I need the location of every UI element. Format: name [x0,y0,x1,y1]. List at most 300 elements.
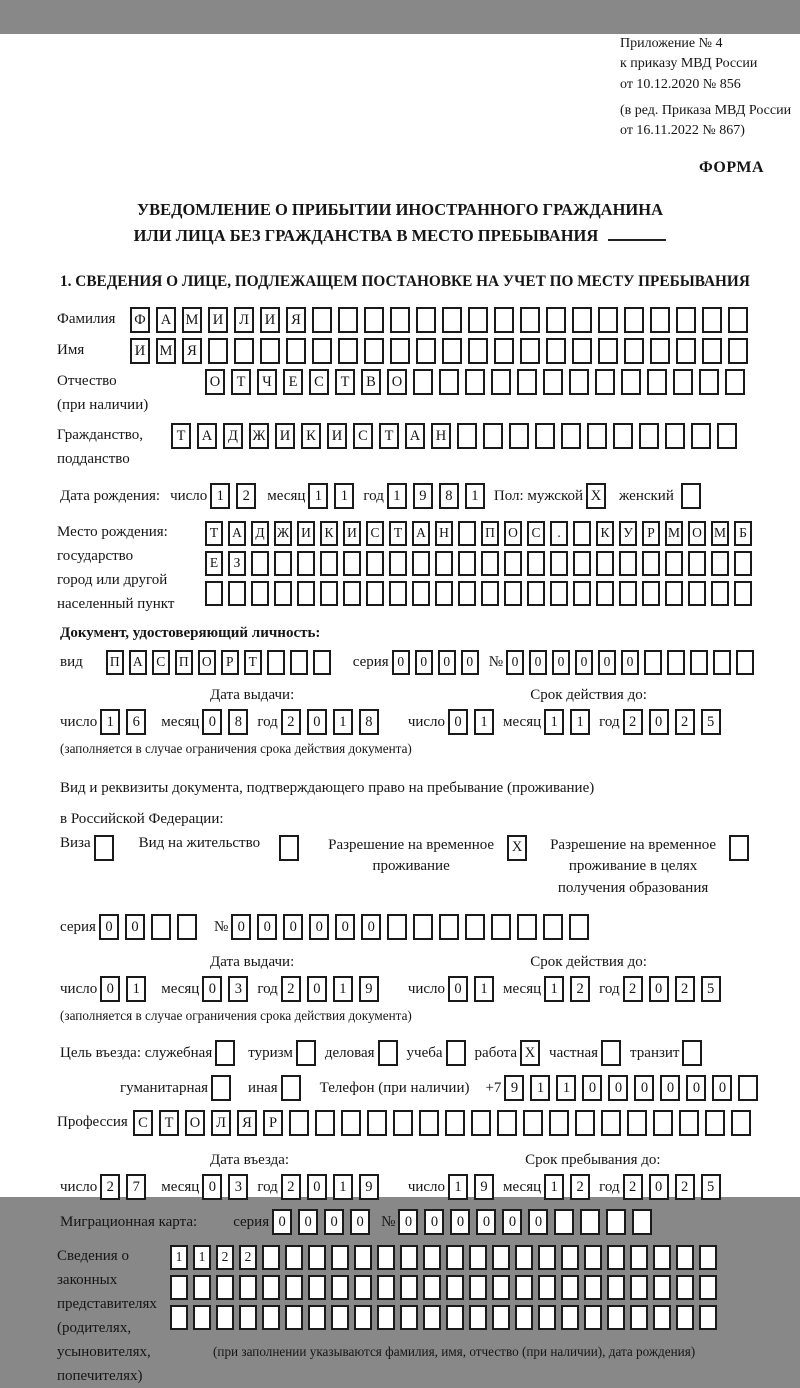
char-box[interactable]: 1 [193,1245,211,1270]
char-box[interactable] [435,581,453,606]
char-box[interactable]: Я [286,307,306,333]
char-box[interactable]: 0 [438,650,456,675]
char-box[interactable] [366,581,384,606]
char-box[interactable]: 0 [649,976,669,1002]
char-box[interactable] [550,581,568,606]
char-box[interactable] [439,914,459,940]
char-box[interactable] [619,581,637,606]
char-box[interactable] [665,551,683,576]
char-box[interactable] [543,914,563,940]
char-box[interactable]: 1 [570,709,590,735]
char-box[interactable]: 0 [529,650,547,675]
char-box[interactable] [575,1110,595,1136]
char-box[interactable]: 1 [126,976,146,1002]
char-box[interactable]: Т [171,423,191,449]
char-box[interactable]: П [481,521,499,546]
char-box[interactable] [546,338,566,364]
char-box[interactable]: 0 [257,914,277,940]
char-box[interactable] [423,1275,441,1300]
char-box[interactable] [308,1245,326,1270]
checkbox-temporary-residence-education[interactable] [729,835,749,861]
char-box[interactable]: Л [234,307,254,333]
char-box[interactable] [561,1305,579,1330]
char-box[interactable] [387,914,407,940]
char-box[interactable]: 0 [298,1209,318,1235]
char-box[interactable]: 2 [675,1174,695,1200]
char-box[interactable] [446,1245,464,1270]
char-box[interactable] [481,581,499,606]
char-box[interactable]: 0 [598,650,616,675]
char-box[interactable] [690,650,708,675]
char-box[interactable] [624,307,644,333]
char-box[interactable] [435,551,453,576]
char-box[interactable] [717,423,737,449]
char-box[interactable] [642,551,660,576]
char-box[interactable] [504,581,522,606]
char-box[interactable]: 1 [544,1174,564,1200]
char-box[interactable] [354,1275,372,1300]
char-box[interactable] [267,650,285,675]
char-box[interactable] [262,1275,280,1300]
char-box[interactable] [515,1245,533,1270]
char-box[interactable]: О [387,369,407,395]
char-box[interactable] [607,1305,625,1330]
char-box[interactable] [297,551,315,576]
char-box[interactable] [504,551,522,576]
char-box[interactable] [596,581,614,606]
checkbox-work[interactable]: X [520,1040,540,1066]
char-box[interactable]: Т [335,369,355,395]
char-box[interactable] [341,1110,361,1136]
char-box[interactable]: А [156,307,176,333]
char-box[interactable] [584,1275,602,1300]
char-box[interactable]: 0 [649,1174,669,1200]
char-box[interactable] [338,338,358,364]
char-box[interactable] [665,423,685,449]
char-box[interactable] [550,551,568,576]
char-box[interactable] [416,307,436,333]
char-box[interactable] [736,650,754,675]
checkbox-transit[interactable] [682,1040,702,1066]
char-box[interactable]: 0 [350,1209,370,1235]
char-box[interactable] [289,1110,309,1136]
char-box[interactable] [676,1275,694,1300]
char-box[interactable]: О [504,521,522,546]
char-box[interactable] [208,338,228,364]
char-box[interactable] [728,307,748,333]
char-box[interactable] [676,1245,694,1270]
char-box[interactable]: 1 [334,483,354,509]
char-box[interactable] [285,1245,303,1270]
char-box[interactable] [543,369,563,395]
char-box[interactable] [481,551,499,576]
char-box[interactable] [527,551,545,576]
char-box[interactable]: 0 [502,1209,522,1235]
char-box[interactable] [523,1110,543,1136]
char-box[interactable]: 0 [307,976,327,1002]
char-box[interactable]: О [185,1110,205,1136]
char-box[interactable]: К [596,521,614,546]
char-box[interactable] [483,423,503,449]
char-box[interactable]: 2 [281,976,301,1002]
char-box[interactable]: 0 [621,650,639,675]
char-box[interactable]: 9 [504,1075,524,1101]
char-box[interactable] [364,307,384,333]
char-box[interactable] [390,307,410,333]
char-box[interactable]: Е [205,551,223,576]
char-box[interactable] [442,307,462,333]
char-box[interactable] [702,338,722,364]
char-box[interactable] [312,338,332,364]
char-box[interactable]: А [197,423,217,449]
char-box[interactable] [653,1305,671,1330]
char-box[interactable] [650,338,670,364]
char-box[interactable] [423,1245,441,1270]
char-box[interactable] [468,307,488,333]
char-box[interactable] [673,369,693,395]
char-box[interactable] [702,307,722,333]
char-box[interactable] [676,1305,694,1330]
checkbox-business[interactable] [378,1040,398,1066]
char-box[interactable] [151,914,171,940]
char-box[interactable] [367,1110,387,1136]
char-box[interactable] [377,1305,395,1330]
char-box[interactable] [315,1110,335,1136]
char-box[interactable]: 0 [448,976,468,1002]
char-box[interactable]: 6 [126,709,146,735]
char-box[interactable] [644,650,662,675]
char-box[interactable] [515,1275,533,1300]
char-box[interactable]: 0 [202,976,222,1002]
char-box[interactable]: А [405,423,425,449]
char-box[interactable]: 0 [100,976,120,1002]
char-box[interactable]: М [665,521,683,546]
char-box[interactable] [400,1275,418,1300]
char-box[interactable] [331,1275,349,1300]
char-box[interactable]: 0 [608,1075,628,1101]
char-box[interactable] [492,1245,510,1270]
char-box[interactable]: Ч [257,369,277,395]
char-box[interactable]: 2 [675,976,695,1002]
char-box[interactable] [509,423,529,449]
char-box[interactable]: Д [223,423,243,449]
char-box[interactable] [538,1245,556,1270]
char-box[interactable] [251,551,269,576]
char-box[interactable] [458,551,476,576]
char-box[interactable] [377,1245,395,1270]
char-box[interactable] [492,1305,510,1330]
checkbox-tourism[interactable] [296,1040,316,1066]
char-box[interactable] [607,1245,625,1270]
char-box[interactable]: И [260,307,280,333]
char-box[interactable] [520,307,540,333]
char-box[interactable] [711,551,729,576]
char-box[interactable] [239,1275,257,1300]
char-box[interactable] [676,338,696,364]
char-box[interactable] [497,1110,517,1136]
char-box[interactable] [738,1075,758,1101]
char-box[interactable] [320,551,338,576]
char-box[interactable] [494,307,514,333]
char-box[interactable] [338,307,358,333]
char-box[interactable] [632,1209,652,1235]
char-box[interactable]: Б [734,521,752,546]
char-box[interactable]: Н [431,423,451,449]
char-box[interactable]: 1 [170,1245,188,1270]
char-box[interactable] [734,581,752,606]
char-box[interactable] [679,1110,699,1136]
char-box[interactable] [170,1305,188,1330]
char-box[interactable]: 0 [575,650,593,675]
char-box[interactable] [285,1305,303,1330]
char-box[interactable]: 0 [398,1209,418,1235]
char-box[interactable]: 0 [125,914,145,940]
char-box[interactable]: 1 [556,1075,576,1101]
char-box[interactable]: Р [642,521,660,546]
char-box[interactable]: 0 [528,1209,548,1235]
char-box[interactable] [725,369,745,395]
char-box[interactable] [354,1305,372,1330]
char-box[interactable]: 9 [359,1174,379,1200]
char-box[interactable] [734,551,752,576]
char-box[interactable]: С [133,1110,153,1136]
char-box[interactable] [688,551,706,576]
char-box[interactable] [491,369,511,395]
char-box[interactable]: Я [182,338,202,364]
char-box[interactable]: 1 [333,976,353,1002]
char-box[interactable] [584,1305,602,1330]
char-box[interactable] [331,1245,349,1270]
char-box[interactable]: Т [379,423,399,449]
char-box[interactable]: 2 [100,1174,120,1200]
char-box[interactable]: Е [283,369,303,395]
char-box[interactable] [688,581,706,606]
char-box[interactable] [667,650,685,675]
char-box[interactable] [492,1275,510,1300]
char-box[interactable]: 0 [307,709,327,735]
char-box[interactable]: 0 [231,914,251,940]
char-box[interactable] [624,338,644,364]
checkbox-residence-permit[interactable] [279,835,299,861]
char-box[interactable]: 0 [634,1075,654,1101]
char-box[interactable] [494,338,514,364]
char-box[interactable] [439,369,459,395]
char-box[interactable] [177,914,197,940]
char-box[interactable] [554,1209,574,1235]
char-box[interactable] [364,338,384,364]
char-box[interactable] [170,1275,188,1300]
char-box[interactable] [538,1305,556,1330]
char-box[interactable] [728,338,748,364]
char-box[interactable] [580,1209,600,1235]
checkbox-private[interactable] [601,1040,621,1066]
char-box[interactable] [653,1110,673,1136]
char-box[interactable]: Т [244,650,262,675]
char-box[interactable]: П [175,650,193,675]
char-box[interactable] [596,551,614,576]
char-box[interactable]: 0 [712,1075,732,1101]
char-box[interactable] [260,338,280,364]
char-box[interactable]: П [106,650,124,675]
char-box[interactable]: 1 [448,1174,468,1200]
char-box[interactable] [469,1305,487,1330]
char-box[interactable]: Т [205,521,223,546]
char-box[interactable]: Я [237,1110,257,1136]
char-box[interactable] [469,1275,487,1300]
char-box[interactable] [691,423,711,449]
char-box[interactable] [491,914,511,940]
char-box[interactable] [546,307,566,333]
char-box[interactable]: Ж [249,423,269,449]
char-box[interactable] [413,369,433,395]
char-box[interactable] [549,1110,569,1136]
char-box[interactable] [389,551,407,576]
char-box[interactable]: И [208,307,228,333]
char-box[interactable] [561,1245,579,1270]
char-box[interactable] [193,1275,211,1300]
checkbox-official[interactable] [215,1040,235,1066]
char-box[interactable]: З [228,551,246,576]
char-box[interactable] [458,581,476,606]
char-box[interactable]: Ф [130,307,150,333]
char-box[interactable]: 2 [623,976,643,1002]
char-box[interactable] [587,423,607,449]
char-box[interactable] [468,338,488,364]
char-box[interactable] [442,338,462,364]
char-box[interactable]: С [152,650,170,675]
char-box[interactable] [400,1305,418,1330]
char-box[interactable]: 8 [228,709,248,735]
char-box[interactable]: С [353,423,373,449]
char-box[interactable]: 5 [701,709,721,735]
char-box[interactable]: М [182,307,202,333]
char-box[interactable] [584,1245,602,1270]
char-box[interactable] [572,307,592,333]
char-box[interactable] [711,581,729,606]
char-box[interactable]: 1 [544,976,564,1002]
char-box[interactable] [216,1305,234,1330]
char-box[interactable]: С [527,521,545,546]
char-box[interactable]: 0 [309,914,329,940]
char-box[interactable] [630,1305,648,1330]
char-box[interactable]: 0 [415,650,433,675]
char-box[interactable]: 0 [506,650,524,675]
char-box[interactable] [400,1245,418,1270]
char-box[interactable]: А [412,521,430,546]
char-box[interactable]: 2 [239,1245,257,1270]
char-box[interactable]: Р [263,1110,283,1136]
char-box[interactable]: И [130,338,150,364]
char-box[interactable]: 0 [660,1075,680,1101]
char-box[interactable] [469,1245,487,1270]
char-box[interactable]: 0 [324,1209,344,1235]
char-box[interactable] [331,1305,349,1330]
char-box[interactable]: 8 [439,483,459,509]
char-box[interactable] [471,1110,491,1136]
char-box[interactable] [286,338,306,364]
char-box[interactable]: 1 [474,709,494,735]
char-box[interactable] [699,1305,717,1330]
char-box[interactable] [446,1305,464,1330]
char-box[interactable] [598,307,618,333]
char-box[interactable]: Р [221,650,239,675]
checkbox-temporary-residence[interactable]: X [507,835,527,861]
char-box[interactable]: 1 [465,483,485,509]
char-box[interactable] [569,369,589,395]
char-box[interactable] [308,1275,326,1300]
char-box[interactable] [251,581,269,606]
char-box[interactable]: 0 [283,914,303,940]
char-box[interactable]: 0 [476,1209,496,1235]
char-box[interactable] [412,581,430,606]
char-box[interactable] [262,1245,280,1270]
char-box[interactable] [390,338,410,364]
char-box[interactable]: С [366,521,384,546]
char-box[interactable]: 7 [126,1174,146,1200]
char-box[interactable] [446,1275,464,1300]
char-box[interactable] [517,369,537,395]
checkbox-humanitarian[interactable] [211,1075,231,1101]
char-box[interactable] [419,1110,439,1136]
char-box[interactable]: 2 [570,976,590,1002]
checkbox-male[interactable]: X [586,483,606,509]
char-box[interactable] [647,369,667,395]
char-box[interactable] [607,1275,625,1300]
char-box[interactable]: 0 [448,709,468,735]
char-box[interactable]: 2 [216,1245,234,1270]
char-box[interactable]: У [619,521,637,546]
char-box[interactable] [193,1305,211,1330]
char-box[interactable] [393,1110,413,1136]
char-box[interactable]: Д [251,521,269,546]
checkbox-other-purpose[interactable] [281,1075,301,1101]
char-box[interactable]: 2 [236,483,256,509]
char-box[interactable] [517,914,537,940]
char-box[interactable] [561,423,581,449]
char-box[interactable]: М [156,338,176,364]
char-box[interactable] [389,581,407,606]
char-box[interactable] [343,581,361,606]
char-box[interactable] [313,650,331,675]
char-box[interactable] [228,581,246,606]
char-box[interactable] [416,338,436,364]
char-box[interactable]: 1 [387,483,407,509]
char-box[interactable] [653,1275,671,1300]
char-box[interactable]: С [309,369,329,395]
char-box[interactable]: И [327,423,347,449]
char-box[interactable] [413,914,433,940]
char-box[interactable] [285,1275,303,1300]
char-box[interactable]: 5 [701,1174,721,1200]
char-box[interactable]: А [129,650,147,675]
char-box[interactable]: 0 [202,1174,222,1200]
char-box[interactable]: 0 [450,1209,470,1235]
char-box[interactable] [699,369,719,395]
char-box[interactable] [290,650,308,675]
char-box[interactable] [239,1305,257,1330]
char-box[interactable]: 0 [272,1209,292,1235]
char-box[interactable] [538,1275,556,1300]
char-box[interactable] [621,369,641,395]
char-box[interactable] [561,1275,579,1300]
checkbox-female[interactable] [681,483,701,509]
char-box[interactable] [343,551,361,576]
char-box[interactable]: 2 [281,1174,301,1200]
char-box[interactable]: 2 [623,709,643,735]
char-box[interactable] [234,338,254,364]
char-box[interactable] [320,581,338,606]
char-box[interactable]: 1 [544,709,564,735]
